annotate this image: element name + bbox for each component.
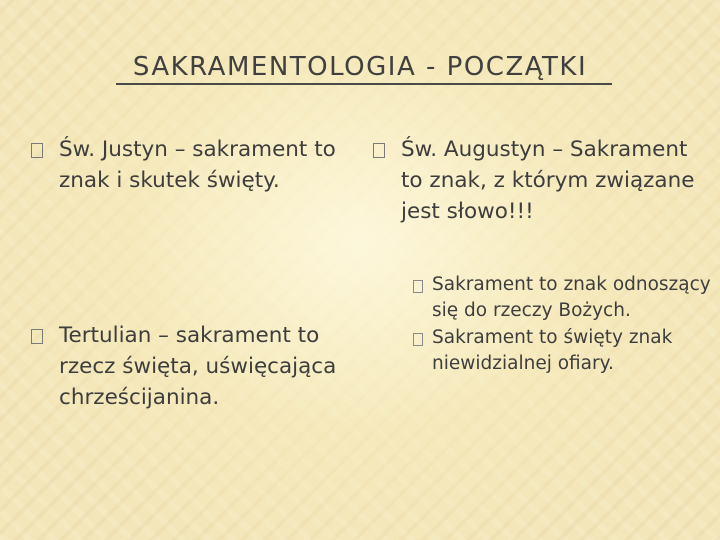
sub-bullet-box-icon bbox=[413, 333, 423, 346]
sub-bullet-item bbox=[412, 325, 720, 377]
bullet-item-justyn bbox=[28, 134, 379, 196]
bullet-text: Tertulian – sakrament to rzecz święta, uświęcająca chrześcijanina. bbox=[59, 323, 337, 410]
title-underline bbox=[116, 83, 612, 85]
slide-title: SAKRAMENTOLOGIA - POCZĄTKI bbox=[132, 52, 588, 82]
bullet-item-tertulian bbox=[28, 320, 369, 413]
bullet-text: Św. Justyn – sakrament to znak i skutek święty. bbox=[59, 137, 336, 193]
sub-bullet-item bbox=[412, 272, 720, 324]
bullet-box-icon bbox=[31, 329, 43, 344]
sub-bullet-box-icon bbox=[413, 280, 423, 293]
sub-bullet-list bbox=[412, 272, 712, 377]
sub-bullet-text: Sakrament to znak odnoszący się do rzeczy Bożych. bbox=[432, 274, 711, 321]
bullet-text: Św. Augustyn – Sakrament to znak, z którym związane jest słowo!!! bbox=[401, 137, 695, 224]
sub-bullet-text: Sakrament to święty znak niewidzialnej ofiary. bbox=[432, 327, 673, 374]
bullet-box-icon bbox=[373, 143, 385, 158]
bullet-item-augustyn bbox=[370, 134, 701, 227]
bullet-box-icon bbox=[31, 143, 43, 158]
